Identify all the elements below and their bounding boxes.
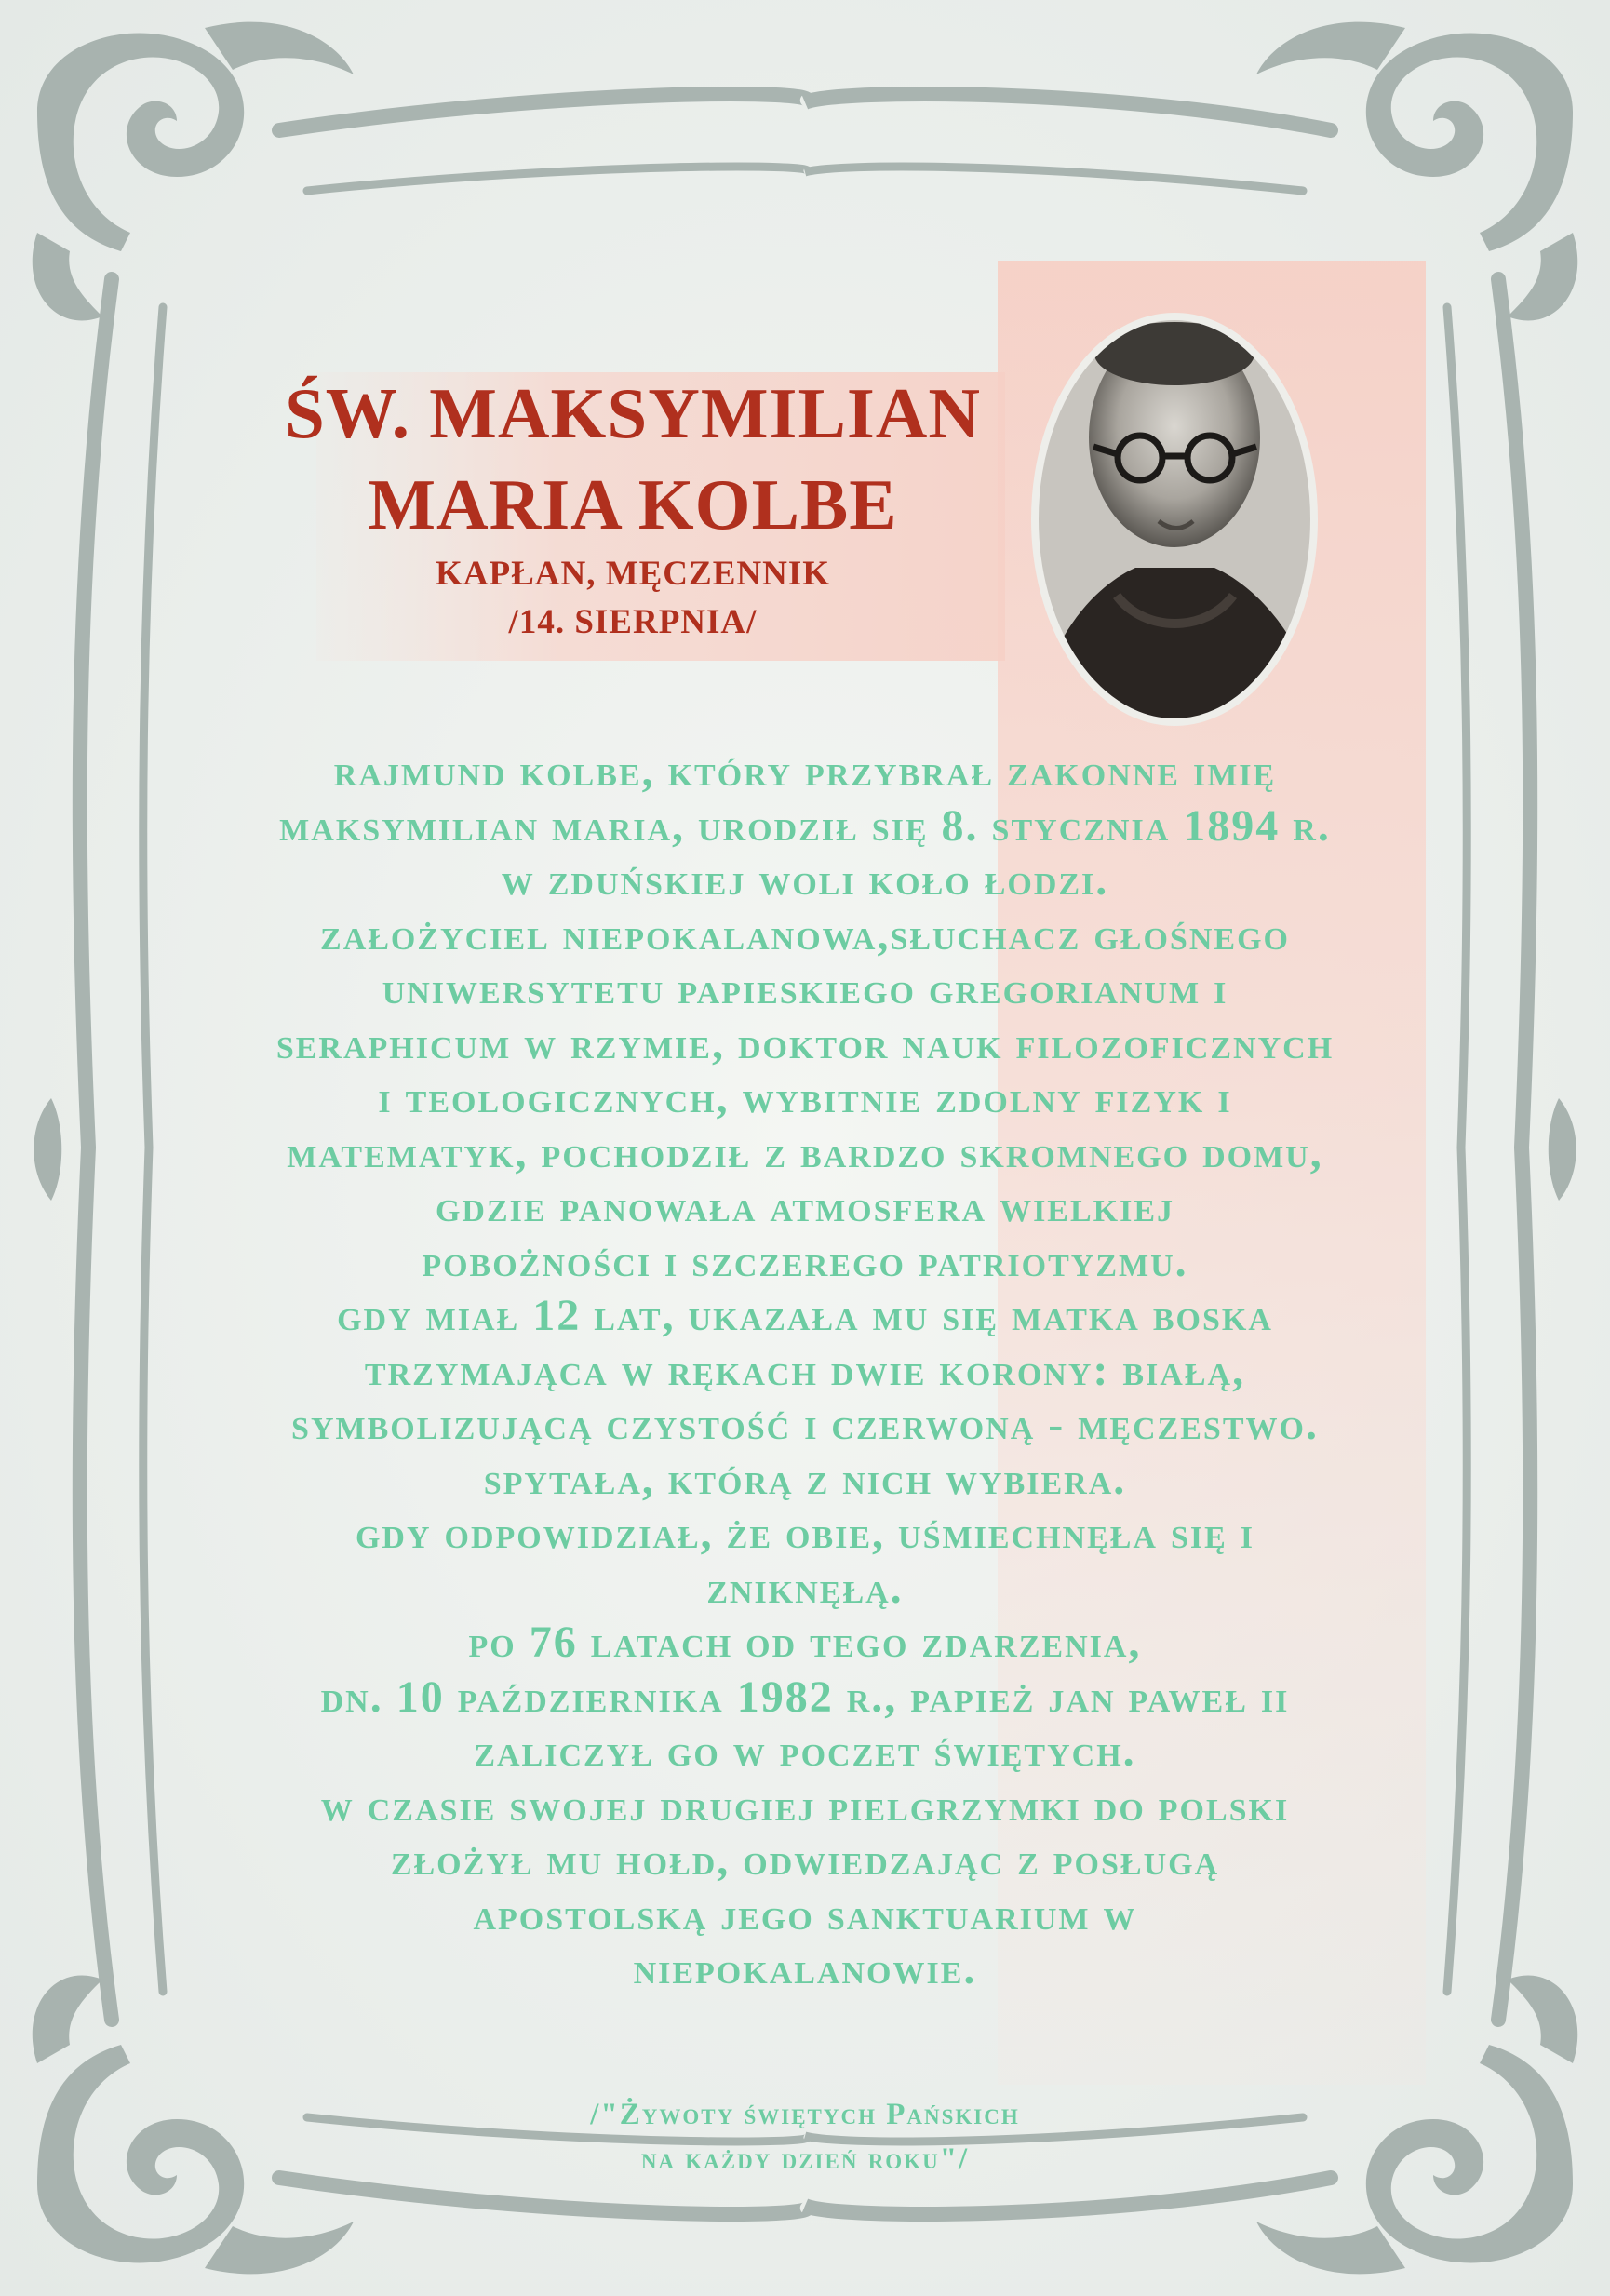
- title-block: [223, 368, 1042, 647]
- body-line: uniwersytetu papieskiego gregorianum i: [382, 964, 1228, 1014]
- body-line: zniknęłą.: [706, 1563, 904, 1613]
- page-title-line-1: ŚW. MAKSYMILIAN: [284, 373, 982, 453]
- body-line: zaliczył go w poczet świętych.: [474, 1726, 1136, 1776]
- body-line: gdzie panowała atmosfera wielkiej: [435, 1182, 1175, 1231]
- body-line: pobożności i szczerego patriotyzmu.: [422, 1236, 1188, 1286]
- body-line: w zduńskiej woli koło łodzi.: [501, 855, 1109, 905]
- body-line: spytała, którą z nich wybiera.: [483, 1454, 1127, 1504]
- body-line: niepokalanowie.: [633, 1944, 977, 1994]
- body-line: i teologicznych, wybitnie zdolny fizyk i: [378, 1073, 1232, 1122]
- page-title-line-2: MARIA KOLBE: [368, 464, 898, 544]
- body-line: trzymająca w rękach dwie korony: białą,: [364, 1345, 1246, 1395]
- body-line: seraphicum w rzymie, doktor nauk filozoficznych: [275, 1018, 1335, 1068]
- body-line: apostolską jego sanktuarium w: [473, 1889, 1137, 1940]
- body-line: matematyk, pochodził z bardzo skromnego domu,: [287, 1127, 1323, 1177]
- body-line: dn. 10 października 1982 r., papież jan paweł ii: [320, 1672, 1290, 1722]
- body-line: po 76 latach od tego zdarzenia,: [468, 1618, 1142, 1667]
- body-line: gdy odpowidział, że obie, uśmiechnęła się i: [355, 1509, 1255, 1558]
- subtitle-line-2: /14. SIERPNIA/: [508, 603, 758, 641]
- subtitle-line-1: KAPŁAN, MĘCZENNIK: [435, 555, 831, 593]
- body-line: w czasie swojej drugiej pielgrzymki do polski: [320, 1780, 1290, 1831]
- body-line: złożył mu hołd, odwiedzając z posługą: [390, 1835, 1220, 1885]
- source-line-1: /"Żywoty świętych Pańskich: [590, 2098, 1020, 2131]
- body-line: maksymilian maria, urodził się 8. stycznia 1894 r.: [279, 800, 1331, 851]
- body-line: rajmund kolbe, który przybrał zakonne imię: [333, 746, 1277, 796]
- source-line-2: na każdy dzień roku"/: [640, 2142, 970, 2176]
- source-citation: [279, 2092, 1331, 2182]
- body-line: gdy miał 12 lat, ukazała mu się matka boska: [337, 1291, 1273, 1340]
- body-line: założyciel niepokalanowa,słuchacz głośnego: [320, 909, 1290, 960]
- biography-text: [140, 745, 1470, 1997]
- body-line: symbolizującą czystość i czerwoną - męczestwo.: [291, 1400, 1319, 1449]
